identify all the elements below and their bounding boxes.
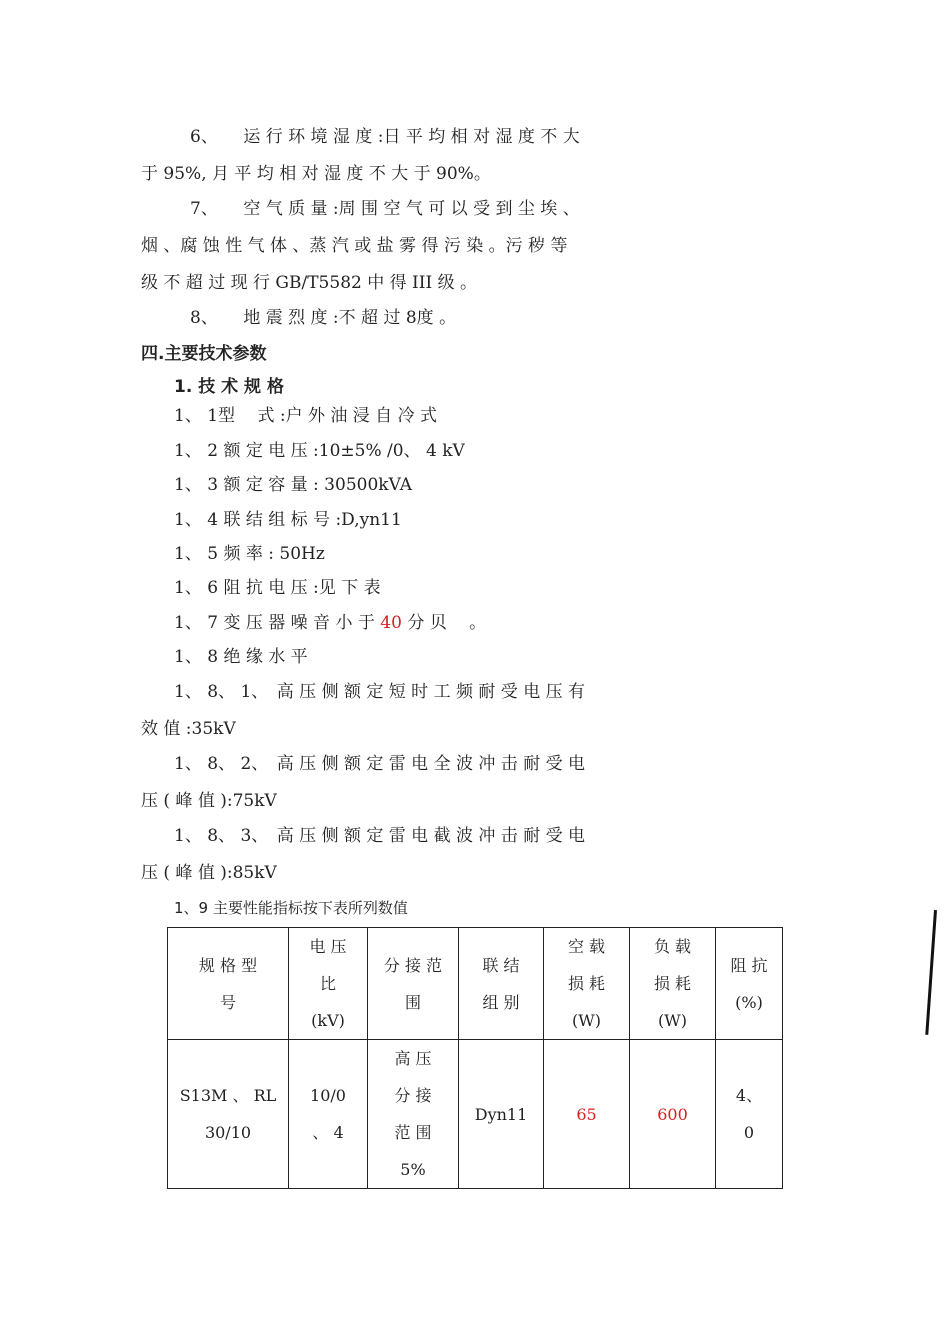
section-title: 四.主要技术参数 — [141, 344, 267, 364]
cell-ratio-l1: 10/0 — [310, 1086, 346, 1105]
cell-imp-l1: 4、 — [735, 1086, 763, 1105]
cell-tap-l4: 5% — [400, 1160, 426, 1179]
spec-1-4: 1、 4 联 结 组 标 号 :D,yn11 — [174, 510, 402, 530]
spec-1-8-2-line2: 压 ( 峰 值 ):75kV — [141, 791, 277, 811]
env-item-7-line1: 7、 空 气 质 量 :周 围 空 气 可 以 受 到 尘 埃 、 — [190, 199, 580, 219]
header-load-l2: 损 耗 — [653, 974, 692, 993]
header-tap-l1: 分 接 范 — [383, 955, 443, 975]
table-row — [168, 1040, 783, 1189]
cell-imp-l2: 0 — [743, 1123, 755, 1142]
header-model — [168, 928, 289, 1040]
spec-1-6: 1、 6 阻 抗 电 压 :见 下 表 — [174, 578, 381, 598]
header-noload-l1: 空 载 — [567, 937, 606, 956]
spec-1-8-1-line2: 效 值 :35kV — [141, 719, 236, 739]
cell-ratio — [289, 1040, 368, 1189]
header-impedance — [716, 928, 783, 1040]
header-imp-l1: 阻 抗 — [730, 955, 768, 975]
header-tap — [368, 928, 459, 1040]
env-item-7-line2: 烟 、腐 蚀 性 气 体 、蒸 汽 或 盐 雾 得 污 染 。污 秽 等 — [141, 236, 568, 256]
header-load-l3: (W) — [658, 1011, 687, 1030]
header-noload-loss — [544, 928, 630, 1040]
cell-load-loss: 600 — [630, 1040, 716, 1189]
header-noload-l2: 损 耗 — [567, 974, 606, 993]
cell-model-l2: 30/10 — [204, 1123, 252, 1142]
scan-edge-line — [925, 910, 937, 1035]
spec-1-8-2-line1: 1、 8、 2、 高 压 侧 额 定 雷 电 全 波 冲 击 耐 受 电 — [174, 754, 586, 774]
header-ratio — [289, 928, 368, 1040]
cell-ratio-l2: 、 4 — [312, 1123, 344, 1142]
cell-tap-l1: 高 压 — [394, 1049, 432, 1068]
header-imp-l2: (%) — [735, 992, 763, 1012]
table-caption: 1、9 主要性能指标按下表所列数值 — [174, 899, 408, 917]
header-ratio-l3: (kV) — [311, 1011, 345, 1030]
spec-1-7 — [174, 612, 486, 634]
cell-model — [168, 1040, 289, 1189]
spec-1-7-text: 1、 7 变 压 器 噪 音 小 于 — [174, 613, 381, 633]
spec-1-7-unit: 分 贝 。 — [401, 613, 487, 633]
spec-1-8: 1、 8 绝 缘 水 平 — [174, 647, 308, 667]
noise-value: 40 — [380, 613, 402, 633]
header-ratio-l2: 比 — [319, 974, 336, 993]
header-group — [459, 928, 544, 1040]
table-header-row — [168, 928, 783, 1040]
cell-impedance — [716, 1040, 783, 1189]
cell-tap — [368, 1040, 459, 1189]
spec-1-2: 1、 2 额 定 电 压 :10±5% /0、 4 kV — [174, 441, 465, 461]
subsection-title: 1. 技 术 规 格 — [174, 377, 284, 397]
header-group-l1: 联 结 — [482, 955, 520, 975]
spec-1-8-3-line1: 1、 8、 3、 高 压 侧 额 定 雷 电 截 波 冲 击 耐 受 电 — [174, 826, 586, 846]
cell-tap-l3: 范 围 — [394, 1123, 432, 1142]
header-ratio-l1: 电 压 — [309, 937, 347, 956]
header-load-l1: 负 载 — [653, 937, 692, 956]
cell-model-l1: S13M 、 RL — [179, 1086, 277, 1105]
header-model-l1: 规 格 型 — [198, 955, 258, 975]
cell-noload-loss: 65 — [544, 1040, 630, 1189]
performance-table — [167, 927, 783, 1189]
env-item-6-line1: 6、 运 行 环 境 湿 度 :日 平 均 相 对 湿 度 不 大 — [190, 127, 580, 147]
cell-tap-l2: 分 接 — [394, 1086, 432, 1105]
cell-group: Dyn11 — [459, 1040, 544, 1189]
spec-1-8-1-line1: 1、 8、 1、 高 压 侧 额 定 短 时 工 频 耐 受 电 压 有 — [174, 682, 586, 702]
header-tap-l2: 围 — [404, 992, 421, 1012]
env-item-8: 8、 地 震 烈 度 :不 超 过 8度 。 — [190, 308, 457, 328]
env-item-6-line2: 于 95%, 月 平 均 相 对 湿 度 不 大 于 90%。 — [141, 164, 491, 184]
spec-1-8-3-line2: 压 ( 峰 值 ):85kV — [141, 863, 277, 883]
header-noload-l3: (W) — [572, 1011, 601, 1030]
header-model-l2: 号 — [219, 992, 236, 1012]
env-item-7-line3: 级 不 超 过 现 行 GB/T5582 中 得 III 级 。 — [141, 273, 477, 293]
header-group-l2: 组 别 — [482, 992, 520, 1012]
header-load-loss — [630, 928, 716, 1040]
spec-1-1: 1、 1型 式 :户 外 油 浸 自 冷 式 — [174, 406, 437, 426]
spec-1-3: 1、 3 额 定 容 量 : 30500kVA — [174, 475, 412, 495]
spec-1-5: 1、 5 频 率 : 50Hz — [174, 544, 325, 564]
